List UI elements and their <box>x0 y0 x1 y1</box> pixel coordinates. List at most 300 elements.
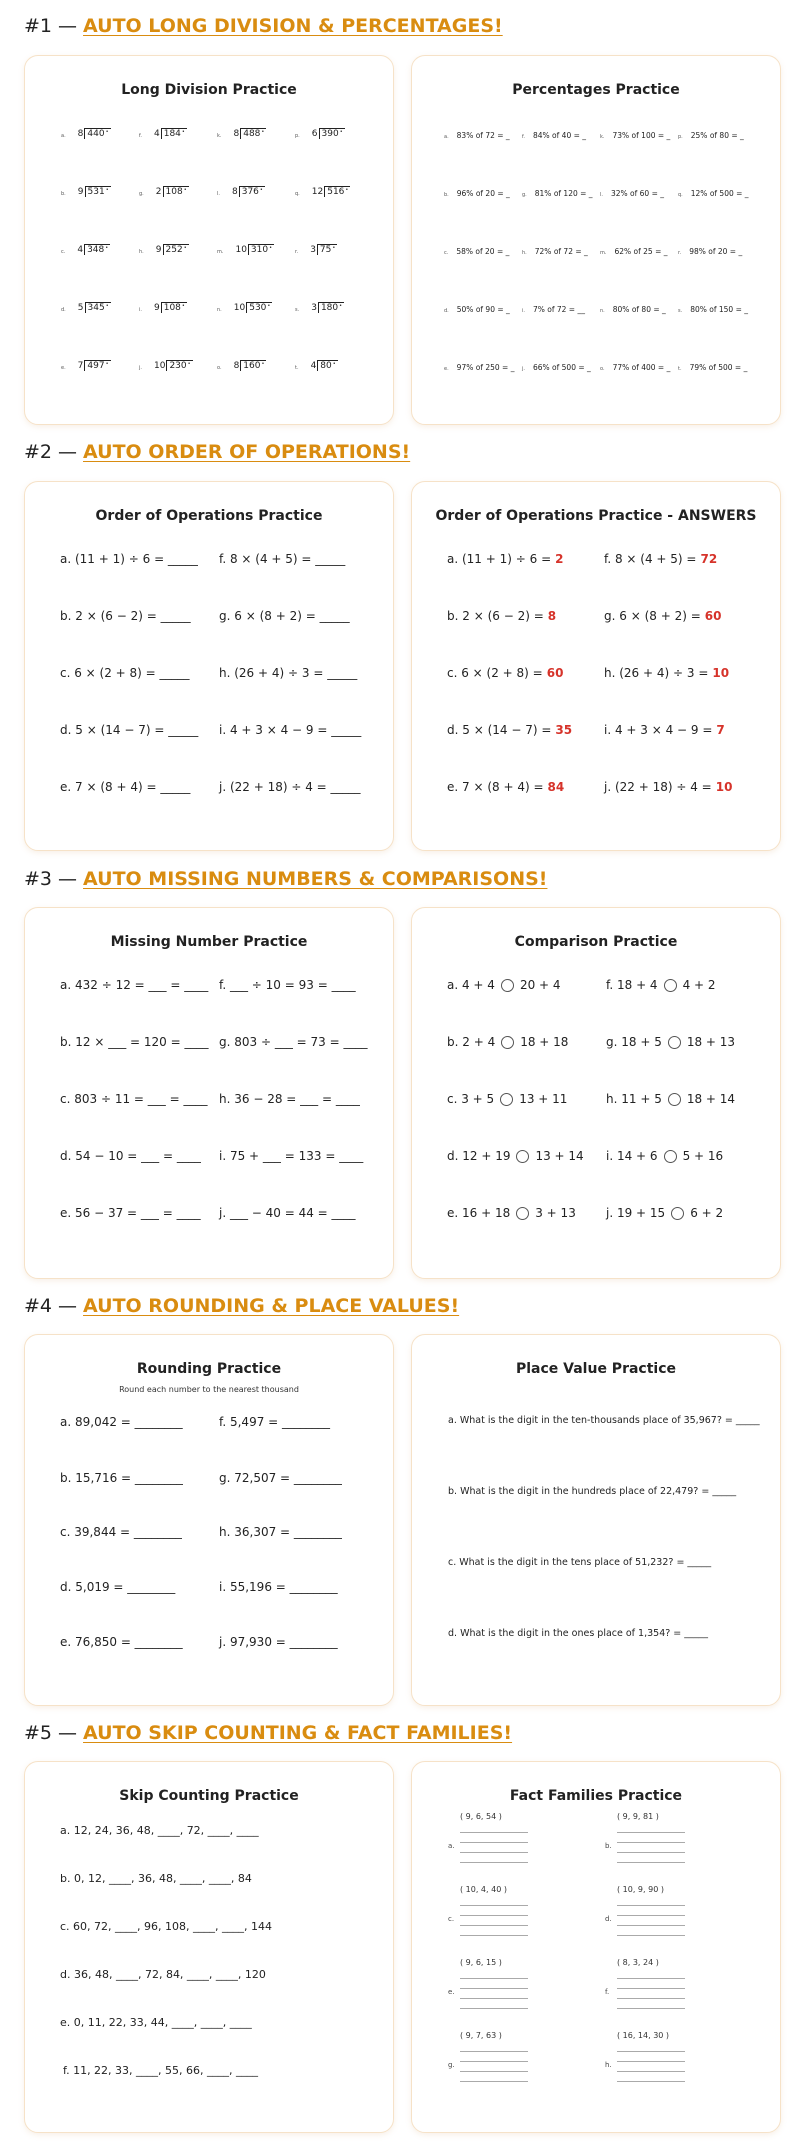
problem-label: b. <box>61 191 66 197</box>
order-of-operations-problem: c. 6 × (2 + 8) = _____ <box>60 666 190 680</box>
divisor: 10 <box>233 303 246 313</box>
dividend: 530 • <box>246 302 272 313</box>
divisor: 3 <box>310 245 316 255</box>
comparison-left: f. 18 + 4 <box>606 978 658 992</box>
comparison-left: e. 16 + 18 <box>447 1206 511 1220</box>
long-division-problem <box>139 360 193 371</box>
comparison-problem <box>606 1092 735 1106</box>
problem-label: o. <box>600 366 605 372</box>
order-of-operations-worksheet <box>24 481 394 851</box>
problem-label: e. <box>444 366 449 372</box>
problem-label: s. <box>295 307 300 313</box>
fact-family-label: f. <box>605 1988 610 1996</box>
worksheet-title: Order of Operations Practice <box>95 508 323 524</box>
rounding-problem: a. 89,042 = ________ <box>60 1415 183 1429</box>
problem-label: e. <box>61 365 66 371</box>
answer-line[interactable] <box>460 1978 528 1979</box>
comparison-left: i. 14 + 6 <box>606 1149 658 1163</box>
answer-line[interactable] <box>460 2081 528 2082</box>
answer-line[interactable] <box>617 2061 685 2062</box>
order-of-operations-problem: b. 2 × (6 − 2) = _____ <box>60 609 191 623</box>
answer-question: j. (22 + 18) ÷ 4 = <box>604 780 712 794</box>
answer-line[interactable] <box>617 1905 685 1906</box>
answer-line[interactable] <box>460 1905 528 1906</box>
percentage-problem <box>600 247 667 256</box>
missing-number-problem: d. 54 − 10 = ___ = ____ <box>60 1149 201 1163</box>
skip-counting-worksheet <box>24 1761 394 2133</box>
problem-label: n. <box>600 308 605 314</box>
problem-text: 77% of 400 = _ <box>612 363 671 372</box>
problem-label: g. <box>522 192 527 198</box>
problem-label: q. <box>295 191 300 197</box>
answer-line[interactable] <box>617 2081 685 2082</box>
answer-row <box>447 609 556 623</box>
problem-text: 32% of 60 = _ <box>610 189 664 198</box>
comparison-right: 13 + 11 <box>519 1092 568 1106</box>
problem-label: d. <box>444 308 449 314</box>
problem-label: t. <box>678 366 682 372</box>
long-division-problem <box>61 186 111 197</box>
long-division-problem <box>217 244 274 255</box>
rounding-problem: j. 97,930 = ________ <box>219 1635 338 1649</box>
long-division-problem <box>295 128 345 139</box>
answer-question: f. 8 × (4 + 5) = <box>604 552 697 566</box>
problem-text: 97% of 250 = _ <box>456 363 515 372</box>
long-division-problem <box>61 128 111 139</box>
comparison-right: 13 + 14 <box>535 1149 584 1163</box>
fact-family-label: a. <box>448 1842 455 1850</box>
comparison-problem <box>606 978 716 992</box>
comparison-problem <box>606 1149 723 1163</box>
comparison-right: 6 + 2 <box>690 1206 724 1220</box>
dividend: 184 • <box>161 128 187 139</box>
comparison-circle-input[interactable] <box>664 1150 677 1163</box>
percentage-problem <box>444 247 509 256</box>
problem-label: c. <box>444 250 449 256</box>
comparison-right: 18 + 13 <box>686 1035 736 1049</box>
problem-label: t. <box>295 365 299 371</box>
divisor: 8 <box>233 129 240 139</box>
worksheet-title: Rounding Practice <box>136 1361 282 1377</box>
fact-family-set: ( 10, 4, 40 ) <box>460 1885 507 1894</box>
problem-label: g. <box>139 191 144 197</box>
problem-text: 73% of 100 = _ <box>612 131 671 140</box>
divisor: 12 <box>311 187 324 197</box>
comparison-right: 3 + 13 <box>535 1206 576 1220</box>
worksheet-title: Missing Number Practice <box>110 934 308 950</box>
comparison-circle-input[interactable] <box>516 1150 529 1163</box>
problem-label: k. <box>217 133 222 139</box>
fact-family-set: ( 9, 6, 54 ) <box>460 1812 502 1821</box>
answer-line[interactable] <box>460 1915 528 1916</box>
problem-text: 80% of 80 = _ <box>612 305 666 314</box>
problem-label: n. <box>217 307 222 313</box>
section-number: #5 <box>24 1722 53 1744</box>
percentage-problem <box>600 189 664 198</box>
percentage-problem <box>444 189 510 198</box>
rounding-problem: i. 55,196 = ________ <box>219 1580 338 1594</box>
comparison-right: 5 + 16 <box>682 1149 724 1163</box>
order-of-operations-problem: g. 6 × (8 + 2) = _____ <box>219 609 350 623</box>
fact-family-set: ( 9, 6, 15 ) <box>460 1958 502 1967</box>
problem-text: 50% of 90 = _ <box>456 305 510 314</box>
place-value-question: d. What is the digit in the ones place of 1,354? = _____ <box>448 1628 709 1639</box>
fact-family-label: d. <box>605 1915 612 1923</box>
comparison-right: 20 + 4 <box>519 978 561 992</box>
comparison-circle-input[interactable] <box>516 1207 529 1220</box>
problem-text: 7% of 72 = __ <box>532 305 585 314</box>
order-of-operations-problem: h. (26 + 4) ÷ 3 = _____ <box>219 666 358 680</box>
worksheet-title: Order of Operations Practice - ANSWERS <box>435 508 757 524</box>
answer-value: 72 <box>700 552 718 566</box>
order-of-operations-problem: d. 5 × (14 − 7) = _____ <box>60 723 199 737</box>
comparison-problem <box>606 1206 723 1220</box>
problem-text: 96% of 20 = _ <box>456 189 510 198</box>
percentage-problem <box>444 305 510 314</box>
percentage-problem <box>522 189 593 198</box>
comparison-left: d. 12 + 19 <box>447 1149 511 1163</box>
long-division-problem <box>139 244 189 255</box>
divisor: 10 <box>153 361 166 371</box>
skip-counting-problem: b. 0, 12, ____, 36, 48, ____, ____, 84 <box>60 1872 252 1885</box>
comparison-problem <box>447 1206 576 1220</box>
dividend: 497 • <box>84 360 110 371</box>
dividend: 440 • <box>84 128 110 139</box>
answer-row <box>604 609 721 623</box>
answer-question: a. (11 + 1) ÷ 6 = <box>447 552 552 566</box>
problem-text: 81% of 120 = _ <box>534 189 593 198</box>
order-of-operations-problem: f. 8 × (4 + 5) = _____ <box>219 552 346 566</box>
answer-line[interactable] <box>460 1832 528 1833</box>
answer-line[interactable] <box>617 1832 685 1833</box>
section-title-link[interactable]: AUTO ORDER OF OPERATIONS! <box>83 441 411 463</box>
percentage-problem <box>444 363 514 372</box>
long-division-problem <box>217 302 272 313</box>
answer-value: 7 <box>716 723 725 737</box>
fact-family-label: h. <box>605 2061 612 2069</box>
fact-family-label: b. <box>605 1842 612 1850</box>
rounding-problem: d. 5,019 = ________ <box>60 1580 176 1594</box>
worksheet-title: Fact Families Practice <box>509 1788 683 1804</box>
section-heading-2 <box>24 439 410 465</box>
section-separator: — <box>58 441 78 463</box>
answer-question: e. 7 × (8 + 4) = <box>447 780 544 794</box>
percentage-problem <box>600 305 666 314</box>
problem-text: 58% of 20 = _ <box>456 247 510 256</box>
long-division-problem <box>61 302 111 313</box>
answer-line[interactable] <box>617 1998 685 1999</box>
rounding-problem: b. 15,716 = ________ <box>60 1471 183 1485</box>
answer-line[interactable] <box>617 1925 685 1926</box>
percentage-problem <box>678 363 747 372</box>
answer-line[interactable] <box>617 2008 685 2009</box>
skip-counting-problem: a. 12, 24, 36, 48, ____, 72, ____, ____ <box>60 1824 259 1837</box>
worksheet-title: Percentages Practice <box>512 82 680 98</box>
comparison-left: h. 11 + 5 <box>606 1092 662 1106</box>
long-division-problem <box>139 302 187 313</box>
comparison-circle-input[interactable] <box>501 1036 514 1049</box>
answer-line[interactable] <box>460 1862 528 1863</box>
dividend: 230 • <box>166 360 192 371</box>
comparison-left: b. 2 + 4 <box>447 1035 496 1049</box>
problem-label: c. <box>61 249 66 255</box>
divisor: 8 <box>233 361 240 371</box>
divisor: 9 <box>77 187 84 197</box>
percentage-problem <box>522 131 586 140</box>
answer-value: 8 <box>547 609 557 623</box>
divisor: 8 <box>231 187 238 197</box>
section-heading-5 <box>24 1720 512 1746</box>
answer-value: 10 <box>712 666 730 680</box>
divisor: 3 <box>311 303 317 313</box>
answer-line[interactable] <box>617 1862 685 1863</box>
problem-text: 25% of 80 = _ <box>690 131 744 140</box>
answer-line[interactable] <box>460 1998 528 1999</box>
comparison-left: j. 19 + 15 <box>606 1206 666 1220</box>
dividend: 516 • <box>324 186 350 197</box>
place-value-question: c. What is the digit in the tens place of 51,232? = _____ <box>448 1557 712 1568</box>
problem-text: 84% of 40 = _ <box>533 131 587 140</box>
comparison-problem <box>447 978 561 992</box>
divisor: 8 <box>77 129 84 139</box>
percentage-problem <box>600 363 670 372</box>
worksheet-title: Place Value Practice <box>515 1361 677 1377</box>
problem-label: h. <box>522 250 527 256</box>
section-number: #1 <box>24 15 53 37</box>
answer-question: g. 6 × (8 + 2) = <box>604 609 701 623</box>
problem-text: 66% of 500 = _ <box>532 363 591 372</box>
comparison-circle-input[interactable] <box>668 1093 681 1106</box>
long-division-problem <box>61 244 110 255</box>
answer-question: i. 4 + 3 × 4 − 9 = <box>604 723 713 737</box>
answer-line[interactable] <box>460 2051 528 2052</box>
long-division-problem <box>295 360 338 371</box>
answer-row <box>604 780 732 794</box>
dividend: 180 • <box>318 302 344 313</box>
section-heading-4 <box>24 1293 459 1319</box>
long-division-problem <box>295 302 344 313</box>
worksheet-title: Long Division Practice <box>121 82 297 98</box>
percentage-problem <box>678 131 744 140</box>
long-division-problem <box>217 360 266 371</box>
long-division-problem <box>295 186 350 197</box>
problem-label: r. <box>295 249 299 255</box>
fact-family-label: c. <box>448 1915 455 1923</box>
problem-label: a. <box>444 134 449 140</box>
section-number: #4 <box>24 1295 53 1317</box>
comparison-left: c. 3 + 5 <box>447 1092 495 1106</box>
answer-value: 2 <box>555 552 564 566</box>
problem-label: j. <box>139 365 142 371</box>
comparison-circle-input[interactable] <box>668 1036 681 1049</box>
section-number: #3 <box>24 868 53 890</box>
comparison-circle-input[interactable] <box>500 1093 513 1106</box>
comparison-left: g. 18 + 5 <box>606 1035 662 1049</box>
answer-line[interactable] <box>617 1978 685 1979</box>
rounding-problem: c. 39,844 = ________ <box>60 1525 182 1539</box>
comparison-left: a. 4 + 4 <box>447 978 495 992</box>
long-division-problem <box>295 244 337 255</box>
fact-family-set: ( 8, 3, 24 ) <box>617 1958 659 1967</box>
answer-line[interactable] <box>460 1842 528 1843</box>
answer-line[interactable] <box>460 1925 528 1926</box>
dividend: 252 • <box>163 244 189 255</box>
problem-label: b. <box>444 192 449 198</box>
answer-line[interactable] <box>617 1852 685 1853</box>
fact-family-label: e. <box>448 1988 455 1996</box>
rounding-worksheet <box>24 1334 394 1706</box>
dividend: 160 • <box>240 360 266 371</box>
answer-row <box>604 723 725 737</box>
divisor: 9 <box>153 303 160 313</box>
comparison-circle-input[interactable] <box>664 979 677 992</box>
worksheet-title: Skip Counting Practice <box>119 1788 299 1804</box>
answer-question: b. 2 × (6 − 2) = <box>447 609 544 623</box>
missing-number-problem: b. 12 × ___ = 120 = ____ <box>60 1035 209 1049</box>
long-division-problem <box>139 128 187 139</box>
answer-line[interactable] <box>617 1988 685 1989</box>
problem-text: 62% of 25 = _ <box>614 247 668 256</box>
problem-label: q. <box>678 192 683 198</box>
divisor: 9 <box>155 245 162 255</box>
answer-line[interactable] <box>460 1935 528 1936</box>
answer-question: d. 5 × (14 − 7) = <box>447 723 552 737</box>
long-division-worksheet <box>24 55 394 425</box>
missing-number-worksheet <box>24 907 394 1279</box>
answer-question: c. 6 × (2 + 8) = <box>447 666 543 680</box>
comparison-problem <box>606 1035 735 1049</box>
percentage-problem <box>444 131 510 140</box>
divisor: 10 <box>235 245 247 255</box>
fact-family-set: ( 16, 14, 30 ) <box>617 2031 670 2040</box>
problem-label: l. <box>600 192 603 198</box>
answer-line[interactable] <box>460 1852 528 1853</box>
dividend: 345 • <box>85 302 111 313</box>
order-of-operations-answers-worksheet <box>411 481 781 851</box>
dividend: 108 • <box>163 186 189 197</box>
order-of-operations-problem: e. 7 × (8 + 4) = _____ <box>60 780 191 794</box>
answer-value: 60 <box>546 666 564 680</box>
problem-label: a. <box>61 133 66 139</box>
answer-line[interactable] <box>617 1935 685 1936</box>
section-separator: — <box>58 868 78 890</box>
answer-line[interactable] <box>460 2071 528 2072</box>
long-division-problem <box>139 186 189 197</box>
comparison-problem <box>447 1035 568 1049</box>
problem-label: f. <box>522 134 525 140</box>
answer-value: 35 <box>555 723 573 737</box>
problem-label: l. <box>217 191 220 197</box>
place-value-question: b. What is the digit in the hundreds place of 22,479? = _____ <box>448 1486 737 1497</box>
section-title-link[interactable]: AUTO MISSING NUMBERS & COMPARISONS! <box>83 868 548 890</box>
answer-line[interactable] <box>617 2071 685 2072</box>
fact-family-set: ( 9, 7, 63 ) <box>460 2031 502 2040</box>
answer-line[interactable] <box>617 2051 685 2052</box>
section-separator: — <box>58 1295 78 1317</box>
answer-row <box>447 552 563 566</box>
dividend: 376 • <box>239 186 265 197</box>
rounding-problem: h. 36,307 = ________ <box>219 1525 342 1539</box>
answer-line[interactable] <box>617 1842 685 1843</box>
problem-text: 83% of 72 = _ <box>456 131 510 140</box>
problem-label: p. <box>295 133 300 139</box>
comparison-problem <box>447 1092 567 1106</box>
answer-row <box>447 780 564 794</box>
long-division-problem <box>61 360 111 371</box>
problem-label: o. <box>217 365 222 371</box>
long-division-problem <box>217 128 266 139</box>
section-title-link[interactable]: AUTO SKIP COUNTING & FACT FAMILIES! <box>83 1722 513 1744</box>
percentage-problem <box>600 131 670 140</box>
comparison-problem <box>447 1149 584 1163</box>
answer-question: h. (26 + 4) ÷ 3 = <box>604 666 709 680</box>
percentage-problem <box>522 247 588 256</box>
dividend: 75 • <box>317 244 337 255</box>
problem-label: k. <box>600 134 605 140</box>
section-title-link[interactable]: AUTO ROUNDING & PLACE VALUES! <box>83 1295 460 1317</box>
dividend: 108 • <box>161 302 187 313</box>
answer-line[interactable] <box>617 1915 685 1916</box>
place-value-question: a. What is the digit in the ten-thousands place of 35,967? = _____ <box>448 1415 760 1426</box>
answer-line[interactable] <box>460 1988 528 1989</box>
problem-text: 98% of 20 = _ <box>689 247 743 256</box>
skip-counting-problem: e. 0, 11, 22, 33, 44, ____, ____, ____ <box>60 2016 252 2029</box>
missing-number-problem: e. 56 − 37 = ___ = ____ <box>60 1206 201 1220</box>
problem-text: 79% of 500 = _ <box>689 363 748 372</box>
dividend: 531 • <box>85 186 111 197</box>
rounding-problem: f. 5,497 = ________ <box>219 1415 331 1429</box>
divisor: 7 <box>77 361 84 371</box>
problem-label: h. <box>139 249 144 255</box>
section-separator: — <box>58 1722 78 1744</box>
percentages-worksheet <box>411 55 781 425</box>
comparison-circle-input[interactable] <box>671 1207 684 1220</box>
divisor: 6 <box>311 129 318 139</box>
problem-label: m. <box>217 249 224 255</box>
comparison-circle-input[interactable] <box>501 979 514 992</box>
answer-row <box>604 666 729 680</box>
problem-text: 12% of 500 = _ <box>690 189 749 198</box>
percentage-problem <box>678 305 748 314</box>
order-of-operations-problem: i. 4 + 3 × 4 − 9 = _____ <box>219 723 362 737</box>
skip-counting-problem: d. 36, 48, ____, 72, 84, ____, ____, 120 <box>60 1968 266 1981</box>
missing-number-problem: i. 75 + ___ = 133 = ____ <box>219 1149 364 1163</box>
problem-label: f. <box>139 133 142 139</box>
order-of-operations-problem: a. (11 + 1) ÷ 6 = _____ <box>60 552 198 566</box>
missing-number-problem: h. 36 − 28 = ___ = ____ <box>219 1092 360 1106</box>
answer-row <box>604 552 717 566</box>
problem-text: 72% of 72 = _ <box>534 247 588 256</box>
section-heading-3 <box>24 866 547 892</box>
problem-label: r. <box>678 250 682 256</box>
worksheet-title: Comparison Practice <box>514 934 678 950</box>
comparison-right: 18 + 14 <box>686 1092 736 1106</box>
percentage-problem <box>678 189 749 198</box>
divisor: 4 <box>77 245 84 255</box>
answer-value: 84 <box>547 780 565 794</box>
section-title-link[interactable]: AUTO LONG DIVISION & PERCENTAGES! <box>83 15 503 37</box>
answer-line[interactable] <box>460 2061 528 2062</box>
problem-label: d. <box>61 307 66 313</box>
order-of-operations-problem: j. (22 + 18) ÷ 4 = _____ <box>219 780 361 794</box>
divisor: 2 <box>155 187 162 197</box>
percentage-problem <box>678 247 742 256</box>
comparison-right: 4 + 2 <box>682 978 716 992</box>
missing-number-problem: a. 432 ÷ 12 = ___ = ____ <box>60 978 209 992</box>
missing-number-problem: f. ___ ÷ 10 = 93 = ____ <box>219 978 356 992</box>
answer-line[interactable] <box>460 2008 528 2009</box>
problem-label: m. <box>600 250 607 256</box>
